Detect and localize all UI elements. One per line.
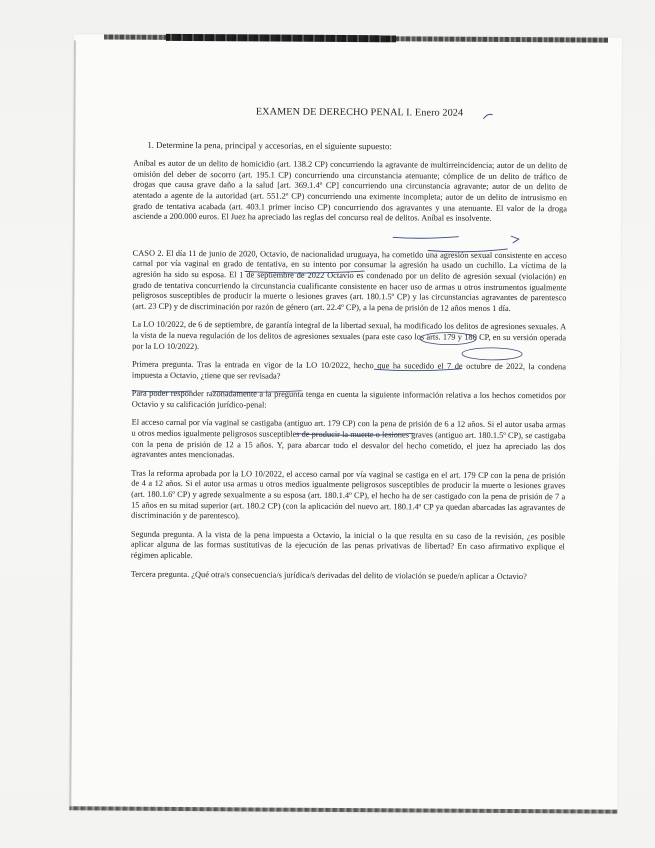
exam-content bbox=[131, 107, 568, 591]
second-question: Segunda pregunta. A la vista de la pena impuesta a Octavio, la inicial o la que resulta en su caso de la revisión, ¿es posible aplicar alguna de las formas sustitutivas de la ejecución de las penas privativas de libertad? En caso afirmativo explique el régimen aplicable. bbox=[130, 529, 565, 561]
scan-bottom-edge bbox=[69, 806, 617, 813]
case-1-paragraph: Aníbal es autor de un delito de homicidio (art. 138.2 CP) concurriendo la agravante de multirreincidencia; autor de un delito de omisión del deber de socorro (art. 195.1 CP) concurriendo una circunstancia atenuante; cómplice de un delito de tráfico de drogas que causa grave daño a la salud [art. 369.1.4º CP] concurriendo una circunstancia agravante; autor de un delito de atentado a agente de la autoridad (art. 551.2º CP) concurriendo una eximente incompleta; autor de un delito de intrusismo en grado de tentativa acabada (art. 403.1 primer inciso CP) concurriendo dos agravantes y una atenuante. El valor de la droga asciende a 200.000 euros. El Juez ha apreciado las reglas del concurso real de delitos. Aníbal es insolvente. bbox=[132, 158, 568, 224]
lo-10-2022-paragraph: La LO 10/2022, de 6 de septiembre, de garantía integral de la libertad sexual, ha modificado los delitos de agresiones sexuales. A la vista de la nueva regulación de los delitos de agresiones sexuales (para este caso los arts. 179 y 180 CP, en su versión operada por la LO 10/2022). bbox=[132, 319, 567, 351]
case-2-paragraph: CASO 2. El día 11 de junio de 2020, Octavio, de nacionalidad uruguaya, ha cometido una agresión sexual consistente en acceso carnal por vía vaginal en grado de tentativa, en su intento por consumar la agresión ha usado un cuchillo. La víctima de la agresión ha sido su esposa. El 1 de septiembre de 2022 Octavio es condenado por un delito de agresión sexual (violación) en grado de tentativa concurriendo la circunstancia cualificante consistente en hacer uso de armas u otros instrumentos igualmente peligrosos susceptibles de producir la muerte o lesiones graves (art. 180.1.5º CP) y las circunstancias agravantes de parentesco (art. 23 CP) y de discriminación por razón de género (art. 22.4º CP), a la pena de prisión de 12 años menos 1 día. bbox=[132, 248, 567, 313]
old-regulation-paragraph: El acceso carnal por vía vaginal se castigaba (antiguo art. 179 CP) con la pena de prisión de 6 a 12 años. Si el autor usaba armas u otros medios igualmente peligrosos susceptibles de producir la muerte o lesiones graves (antiguo art. 180.1.5º CP), se castigaba con la pena de prisión de 12 a 15 años. Y, para abarcar todo el desvalor del hecho cometido, el juez ha apreciado las dos agravantes antes mencionadas. bbox=[131, 418, 566, 460]
reform-paragraph: Tras la reforma aprobada por la LO 10/2022, el acceso carnal por vía vaginal se castiga en el art. 179 CP con la pena de prisión de 4 a 12 años. Si el autor usa armas u otros medios igualmente peligrosos susceptibles de producir la muerte o lesiones graves (art. 180.1.6º CP) y agrede sexualmente a su esposa (art. 180.1.4º CP), el hecho ha de ser castigado con la pena de prisión de 7 a 15 años en su mitad superior (art. 180.2 CP) (con la aplicación del nuevo art. 180.1.4º CP ya quedan abarcadas las agravantes de discriminación y de parentesco). bbox=[131, 468, 566, 521]
question-1: 1. Determine la pena, principal y accesorias, en el siguiente supuesto: bbox=[147, 139, 392, 151]
scan-top-edge-dark bbox=[166, 34, 396, 42]
information-intro: Para poder responder razonadamente a la pregunta tenga en cuenta la siguiente información relativa a los hechos cometidos por Octavio y su calificación jurídico-penal: bbox=[131, 388, 566, 410]
first-question: Primera pregunta. Tras la entrada en vigor de la LO 10/2022, hecho que ha sucedido el 7 de octubre de 2022, la condena impuesta a Octavio, ¿tiene que ser revisada? bbox=[131, 359, 567, 381]
scan-left-edge bbox=[69, 40, 76, 806]
exam-title: EXAMEN DE DERECHO PENAL I. Enero 2024 bbox=[255, 106, 464, 119]
third-question: Tercera pregunta. ¿Qué otra/s consecuencia/s jurídica/s derivadas del delito de violación se puede/n aplicar a Octavio? bbox=[130, 569, 527, 581]
exam-sheet bbox=[69, 34, 622, 813]
